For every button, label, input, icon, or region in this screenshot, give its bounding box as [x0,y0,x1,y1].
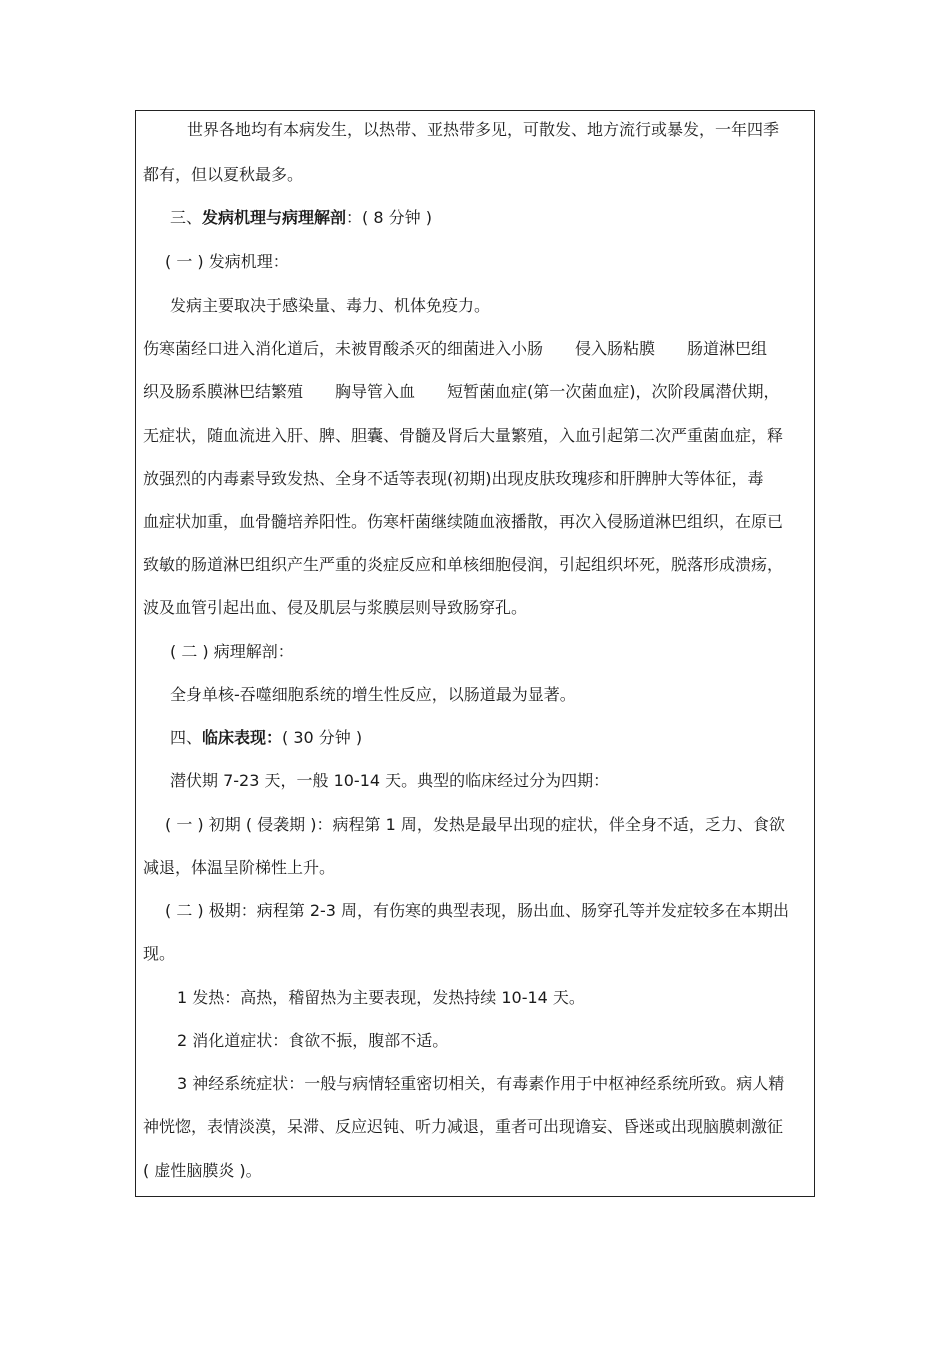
list-item-digestive: 2 消化道症状：食欲不振，腹部不适。 [177,1031,449,1050]
subheading-pathogenesis: ( 一 ) 发病机理： [165,252,289,271]
subheading-pathology: ( 二 ) 病理解剖： [170,642,294,661]
paragraph-peak-stage-line-1: ( 二 ) 极期：病程第 2-3 周，有伤寒的典型表现，肠出血、肠穿孔等并发症较多在本期出 [165,901,790,920]
list-item-fever: 1 发热：高热，稽留热为主要表现，发热持续 10-14 天。 [177,988,585,1007]
paragraph-incubation: 潜伏期 7-23 天，一般 10-14 天。典型的临床经过分为四期： [170,771,610,790]
paragraph-epidemiology-line-1: 世界各地均有本病发生，以热带、亚热带多见，可散发、地方流行或暴发，一年四季 [187,120,780,139]
paragraph-mechanism-line-3: 无症状，随血流进入肝、脾、胆囊、骨髓及肾后大量繁殖，入血引起第二次严重菌血症，释 [143,426,784,445]
paragraph-initial-stage-line-1: ( 一 ) 初期 ( 侵袭期 )：病程第 1 周，发热是最早出现的症状，伴全身不适，乏力、食欲 [165,815,785,834]
paragraph-determinants: 发病主要取决于感染量、毒力、机体免疫力。 [170,296,491,315]
paragraph-mechanism-line-7: 波及血管引起出血、侵及肌层与浆膜层则导致肠穿孔。 [143,598,528,617]
paragraph-epidemiology-line-2: 都有，但以夏秋最多。 [143,165,304,184]
section-duration: ( 30 分钟 ) [282,728,363,747]
section-duration: ：( 8 分钟 ) [346,208,432,227]
section-title: 临床表现： [202,728,283,747]
section-number: 三、 [170,208,203,227]
paragraph-initial-stage-line-2: 减退，体温呈阶梯性上升。 [143,858,336,877]
paragraph-mechanism-line-1: 伤寒菌经口进入消化道后，未被胃酸杀灭的细菌进入小肠 侵入肠粘膜 肠道淋巴组 [143,339,768,358]
paragraph-mechanism-line-4: 放强烈的内毒素导致发热、全身不适等表现(初期)出现皮肤玫瑰疹和肝脾肿大等体征，毒 [143,469,764,488]
section-title: 发病机理与病理解剖 [202,208,347,227]
list-item-neurological-line-2: 神恍惚，表情淡漠，呆滞、反应迟钝、听力减退，重者可出现谵妄、昏迷或出现脑膜刺激征 [143,1117,784,1136]
list-item-neurological-line-1: 3 神经系统症状：一般与病情轻重密切相关，有毒素作用于中枢神经系统所致。病人精 [177,1074,785,1093]
section-heading-clinical [170,728,810,748]
paragraph-mechanism-line-2: 织及肠系膜淋巴结繁殖 胸导管入血 短暂菌血症(第一次菌血症)，次阶段属潜伏期， [143,382,780,401]
paragraph-mechanism-line-6: 致敏的肠道淋巴组织产生严重的炎症反应和单核细胞侵润，引起组织坏死，脱落形成溃疡， [143,555,784,574]
paragraph-mechanism-line-5: 血症状加重，血骨髓培养阳性。伤寒杆菌继续随血液播散，再次入侵肠道淋巴组织，在原已 [143,512,784,531]
paragraph-peak-stage-line-2: 现。 [143,944,176,963]
section-number: 四、 [170,728,203,747]
list-item-neurological-line-3: ( 虚性脑膜炎 )。 [143,1161,262,1180]
section-heading-pathogenesis [170,208,810,228]
paragraph-pathology: 全身单核-吞噬细胞系统的增生性反应，以肠道最为显著。 [170,685,576,704]
